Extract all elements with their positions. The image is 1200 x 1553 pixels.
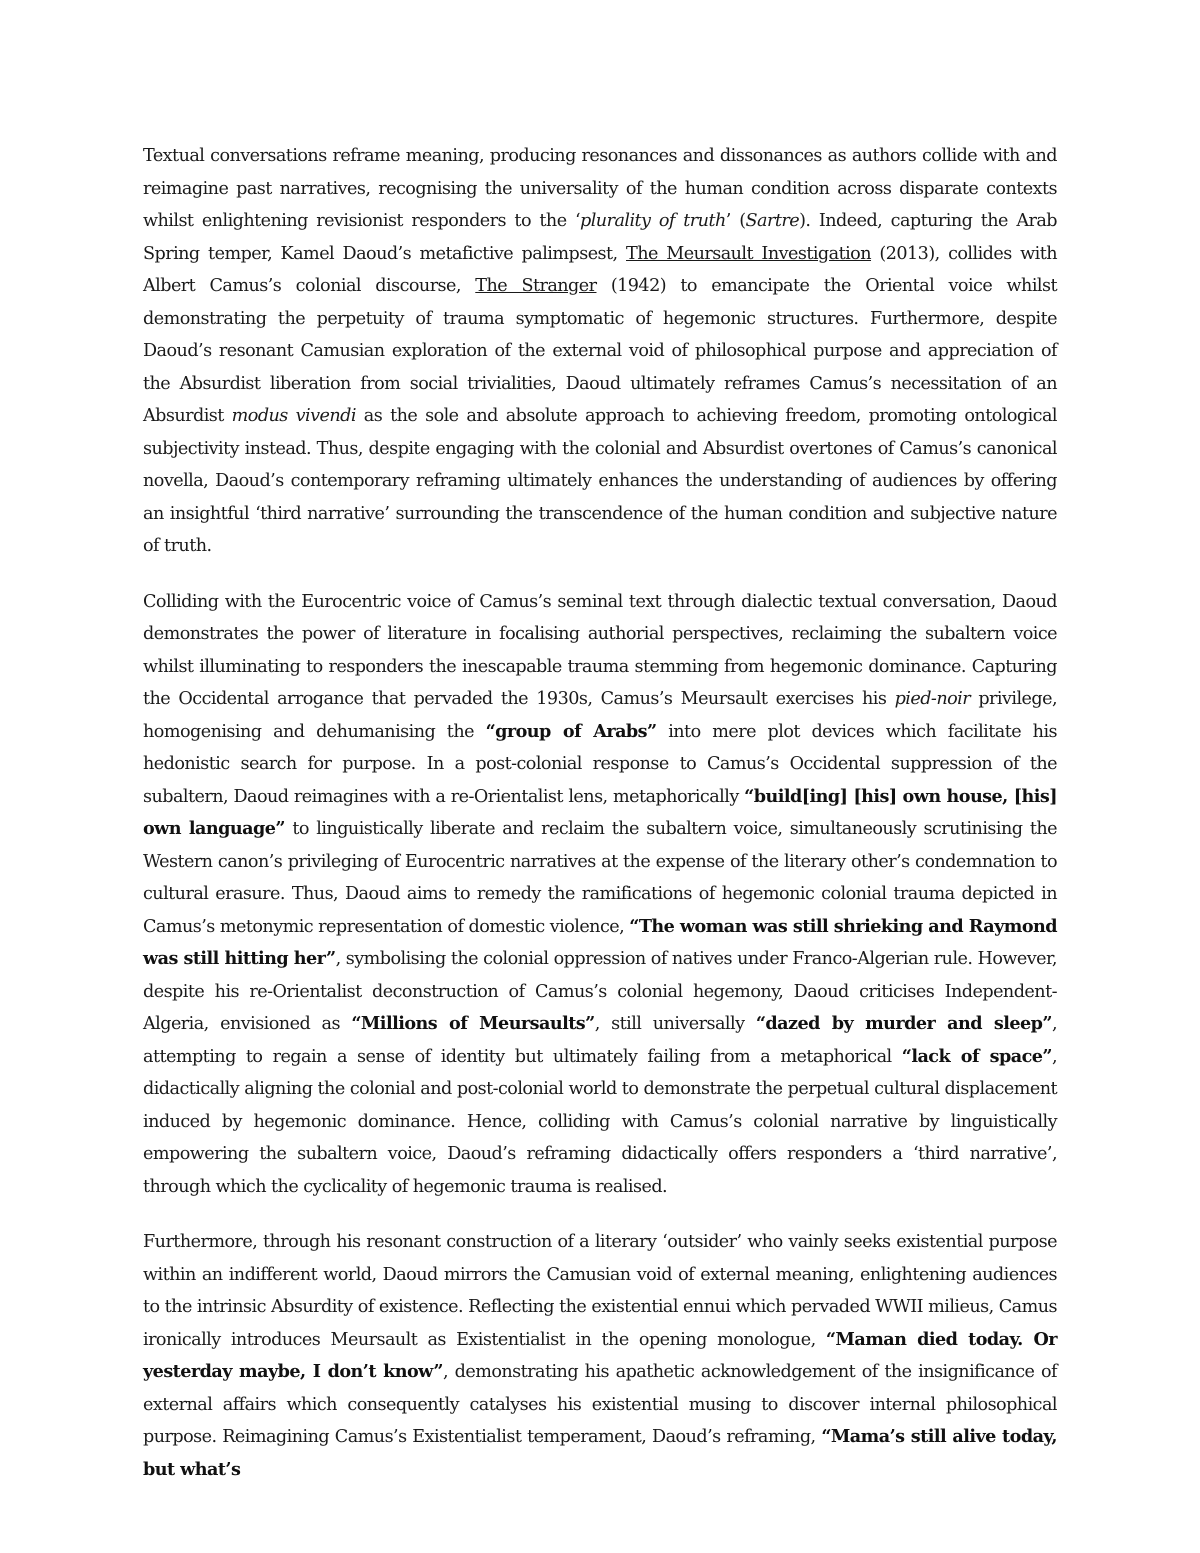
text-run: , demonstrating his apathetic acknowledgement of the insignificance of external affairs which consequently catalyses his existential musing to discover internal philosophical purpose. Reimagining Camus’s Existentialist temperament, Daoud’s reframing, [143, 1362, 1058, 1447]
essay-body [143, 140, 1057, 1486]
text-run: ). Indeed, capturing the Arab Spring temper, Kamel Daoud’s metafictive palimpsest, [143, 211, 1057, 264]
text-run: to linguistically liberate and reclaim the subaltern voice, simultaneously scrutinising the Western canon’s privileging of Eurocentric narratives at the expense of the literary other’s condemnation to cultural erasure. Thus, Daoud aims to remedy the ramifications of hegemonic colonial trauma depicted in Camus’s metonymic representation of domestic violence, [143, 819, 1057, 937]
text-run: , didactically aligning the colonial and post-colonial world to demonstrate the perpetual cultural displacement induced by hegemonic dominance. Hence, colliding with Camus’s colonial narrative by linguistically empowering the subaltern voice, Daoud’s reframing didactically offers responders a ‘third narrative’, through which the cyclicality of hegemonic trauma is realised. [143, 1046, 1058, 1197]
quotation-own-language: “build[ing] [his] own house, [his] own language” [143, 785, 1057, 839]
quotation-millions-of-meursaults: “Millions of Meursaults” [351, 1013, 595, 1034]
quotation-mama-still-alive: “Mama’s still alive today, but what’s [143, 1426, 1057, 1480]
text-run: ’ ( [725, 211, 746, 231]
italic-quote-plurality-of-truth: plurality of truth [580, 211, 726, 231]
text-run: , still universally [594, 1014, 756, 1034]
quotation-group-of-arabs: “group of Arabs” [485, 720, 657, 742]
italic-term-modus-vivendi: modus vivendi [231, 406, 356, 426]
paragraph-existential-void [143, 1226, 1057, 1486]
paragraph-colonial-voice [143, 586, 1057, 1204]
text-run: , attempting to regain a sense of identity but ultimately failing from a metaphorical [143, 1014, 1057, 1067]
text-run: , symbolising the colonial oppression of natives under Franco-Algerian rule. However, despite his re-Orientalist deconstruction of Camus’s colonial hegemony, Daoud criticises Independent-Algeria, envisioned as [143, 949, 1057, 1034]
text-run: Colliding with the Eurocentric voice of Camus’s seminal text through dialectic textual conversation, Daoud demonstrates the power of literature in focalising authorial perspectives, reclaiming the subaltern voice whilst illuminating to responders the inescapable trauma stemming from hegemonic dominance. Capturing the Occidental arrogance that pervaded the 1930s, Camus’s Meursault exercises his [143, 591, 1057, 709]
quotation-dazed-by-murder: “dazed by murder and sleep” [755, 1013, 1052, 1034]
text-run: into mere plot devices which facilitate his hedonistic search for purpose. In a post-colonial response to Camus’s Occidental suppression of the subaltern, Daoud reimagines with a re-Orientalist lens, metaphorically [143, 721, 1058, 807]
text-run: privilege, homogenising and dehumanising the [143, 689, 1057, 742]
text-run: (1942) to emancipate the Oriental voice whilst demonstrating the perpetuity of trauma symptomatic of hegemonic structures. Furthermore, despite Daoud’s resonant Camusian exploration of the external void of philosophical purpose and appreciation of the Absurdist liberation from social trivialities, Daoud ultimately reframes Camus’s necessitation of an Absurdist [143, 276, 1057, 426]
book-title-meursault-investigation: The Meursault Investigation [626, 243, 872, 264]
text-run: Furthermore, through his resonant construction of a literary ‘outsider’ who vainly seeks existential purpose within an indifferent world, Daoud mirrors the Camusian void of external meaning, enlightening audiences to the intrinsic Absurdity of existence. Reflecting the existential ennui which pervaded WWII milieus, Camus ironically introduces Meursault as Existentialist in the opening monologue, [143, 1232, 1057, 1350]
quotation-maman-died-today: “Maman died today. Or yesterday maybe, I don’t know” [143, 1328, 1057, 1382]
text-run: (2013), collides with Albert Camus’s colonial discourse, [143, 243, 1058, 296]
quotation-lack-of-space: “lack of space” [901, 1045, 1052, 1067]
italic-term-pied-noir: pied-noir [894, 689, 971, 709]
book-title-the-stranger: The Stranger [475, 276, 597, 296]
paragraph-introduction [143, 140, 1057, 563]
quotation-woman-shrieking: “The woman was still shrieking and Raymond was still hitting her” [143, 915, 1057, 969]
text-run: as the sole and absolute approach to achieving freedom, promoting ontological subjectivity instead. Thus, despite engaging with the colonial and Absurdist overtones of Camus’s canonical novella, Daoud’s contemporary reframing ultimately enhances the understanding of audiences by offering an insightful ‘third narrative’ surrounding the transcendence of the human condition and subjective nature of truth. [143, 406, 1057, 556]
text-run: Textual conversations reframe meaning, producing resonances and dissonances as authors collide with and reimagine past narratives, recognising the universality of the human condition across disparate contexts whilst enlightening revisionist responders to the ‘ [143, 146, 1057, 231]
italic-citation-sartre: Sartre [745, 211, 800, 231]
